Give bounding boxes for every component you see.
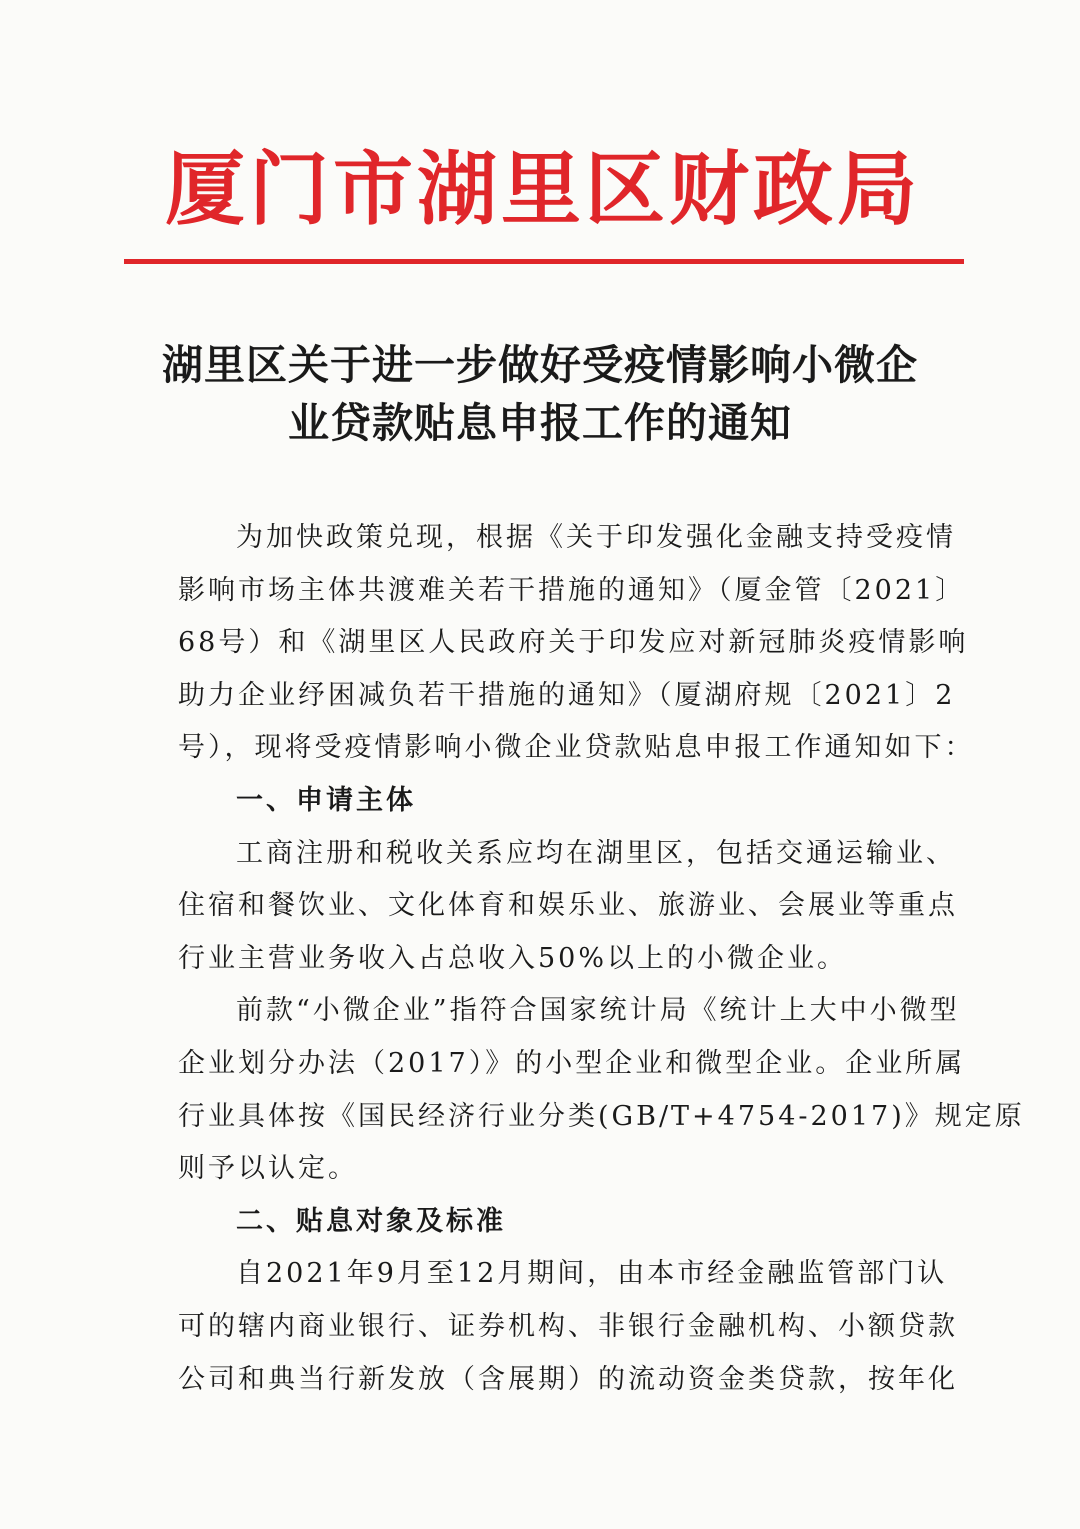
s1p2-line-4: 则予以认定。 [178, 1153, 358, 1185]
intro-line-5: 号），现将受疫情影响小微企业贷款贴息申报工作通知如下： [178, 732, 975, 764]
s1p1-line-3: 行业主营业务收入占总收入50%以上的小微企业。 [178, 942, 848, 974]
section-2-heading: 二、贴息对象及标准 [236, 1205, 506, 1237]
s1p1-line-1: 工商注册和税收关系应均在湖里区，包括交通运输业、 [236, 837, 956, 869]
s1p2-line-2: 企业划分办法（2017）》的小型企业和微型企业。企业所属 [178, 1047, 966, 1079]
intro-line-1: 为加快政策兑现，根据《关于印发强化金融支持受疫情 [236, 522, 956, 553]
section-1-heading: 一、申请主体 [236, 784, 416, 816]
document-title [150, 336, 930, 452]
document-title-line-2: 业贷款贴息申报工作的通知 [288, 399, 792, 447]
s2p1-line-2: 可的辖内商业银行、证券机构、非银行金融机构、小额贷款 [178, 1310, 958, 1342]
s1p2-line-3: 行业具体按《国民经济行业分类(GB/T+4754-2017)》规定原 [178, 1100, 1025, 1132]
intro-line-4: 助力企业纾困减负若干措施的通知》（厦湖府规〔2021〕2 [178, 679, 956, 711]
agency-masthead: 厦门市湖里区财政局 [165, 143, 921, 236]
red-divider-rule [124, 259, 964, 264]
section-2-paragraph-1 [178, 1248, 958, 1406]
intro-line-3: 68号）和《湖里区人民政府关于印发应对新冠肺炎疫情影响 [178, 627, 969, 659]
s1p1-line-2: 住宿和餐饮业、文化体育和娱乐业、旅游业、会展业等重点 [178, 890, 958, 922]
section-1-paragraph-2 [178, 985, 1025, 1195]
intro-line-2: 影响市场主体共渡难关若干措施的通知》（厦金管〔2021〕 [178, 574, 966, 606]
intro-paragraph [178, 512, 975, 775]
document-title-line-1: 湖里区关于进一步做好受疫情影响小微企 [162, 341, 918, 389]
s2p1-line-1: 自2021年9月至12月期间，由本市经金融监管部门认 [236, 1258, 948, 1290]
section-1-paragraph-1 [178, 828, 958, 986]
s2p1-line-3: 公司和典当行新发放（含展期）的流动资金类贷款，按年化 [178, 1363, 958, 1395]
document-body [178, 512, 1025, 1406]
s1p2-line-1: 前款“小微企业”指符合国家统计局《统计上大中小微型 [236, 995, 960, 1027]
